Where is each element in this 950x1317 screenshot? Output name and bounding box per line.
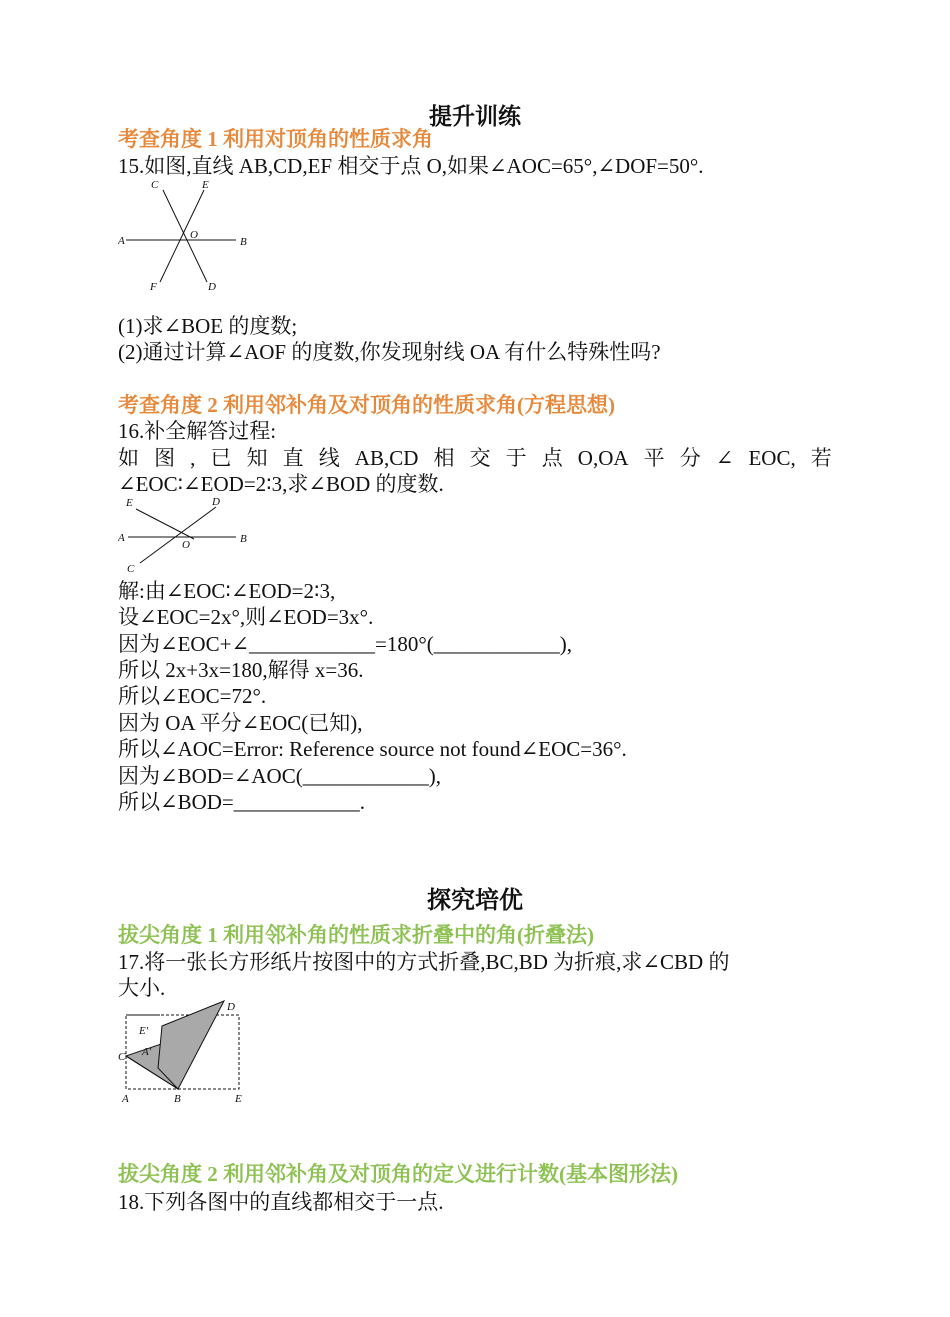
q15-part2: (2)通过计算∠AOF 的度数,你发现射线 OA 有什么特殊性吗? [118, 340, 661, 364]
q16-solution-line-7: 所以∠AOC=Error: Reference source not found∠EOC=36°. [118, 737, 627, 761]
q17-line1: 17.将一张长方形纸片按图中的方式折叠,BC,BD 为折痕,求∠CBD 的 [118, 950, 730, 974]
q16-solution-line-5: 所以∠EOC=72°. [118, 684, 267, 708]
q17-label-e: E [235, 1093, 242, 1105]
q16-figure [118, 495, 258, 575]
q16-solution-line-9: 所以∠BOD=____________. [118, 790, 366, 814]
q16-solution-line-3: 因为∠EOC+∠____________=180°(____________), [118, 632, 573, 656]
q16-line2: ∠EOC∶∠EOD=2∶3,求∠BOD 的度数. [118, 472, 444, 496]
q16-label-d: D [212, 496, 220, 508]
q16-label-b: B [240, 533, 247, 545]
q15-part1: (1)求∠BOE 的度数; [118, 314, 298, 338]
section-heading-tanjiu: 探究培优 [427, 888, 523, 914]
q15-label-f: F [150, 281, 157, 293]
q16-line1: 如 图 , 已 知 直 线 AB,CD 相 交 于 点 O,OA 平 分 ∠ EOC, 若 [118, 446, 832, 470]
q15-text: 15.如图,直线 AB,CD,EF 相交于点 O,如果∠AOC=65°,∠DOF=50°. [118, 154, 704, 178]
q16-solution-line-8: 因为∠BOD=∠AOC(____________), [118, 764, 441, 788]
q15-label-b: B [240, 236, 247, 248]
q17-figure [118, 998, 258, 1110]
q18-text: 18.下列各图中的直线都相交于一点. [118, 1190, 444, 1214]
q16-label-c: C [127, 563, 135, 575]
q16-label-o: O [182, 539, 190, 551]
q16-solution-line-1: 解:由∠EOC∶∠EOD=2∶3, [118, 579, 336, 603]
q16-label-e: E [126, 497, 133, 509]
q15-label-c: C [151, 179, 159, 191]
q17-label-d: D [227, 1001, 235, 1013]
q15-label-a: A [118, 235, 125, 247]
q17-label-c: C [118, 1051, 126, 1063]
q17-label-a-prime: A′ [142, 1046, 152, 1058]
tip-angle-2-title: 拔尖角度 2 利用邻补角及对顶角的定义进行计数(基本图形法) [118, 1162, 678, 1186]
q17-label-b: B [174, 1093, 181, 1105]
q16-solution-line-2: 设∠EOC=2x°,则∠EOD=3x°. [118, 605, 374, 629]
angle-2-title: 考查角度 2 利用邻补角及对顶角的性质求角(方程思想) [118, 393, 615, 417]
q15-label-o: O [190, 229, 198, 241]
q17-label-e-prime: E′ [139, 1025, 149, 1037]
angle-1-title: 考查角度 1 利用对顶角的性质求角 [118, 127, 433, 151]
q15-figure [118, 176, 258, 298]
q15-label-d: D [208, 281, 216, 293]
q16-label-a: A [118, 532, 125, 544]
q15-label-e: E [202, 179, 209, 191]
q16-solution-line-4: 所以 2x+3x=180,解得 x=36. [118, 658, 364, 682]
q17-line2: 大小. [118, 976, 166, 1000]
section-heading-tisheng: 提升训练 [429, 104, 521, 129]
q16-title: 16.补全解答过程: [118, 419, 277, 443]
tip-angle-1-title: 拔尖角度 1 利用邻补角的性质求折叠中的角(折叠法) [118, 923, 594, 947]
q16-solution-line-6: 因为 OA 平分∠EOC(已知), [118, 711, 363, 735]
q17-label-a: A [122, 1093, 129, 1105]
